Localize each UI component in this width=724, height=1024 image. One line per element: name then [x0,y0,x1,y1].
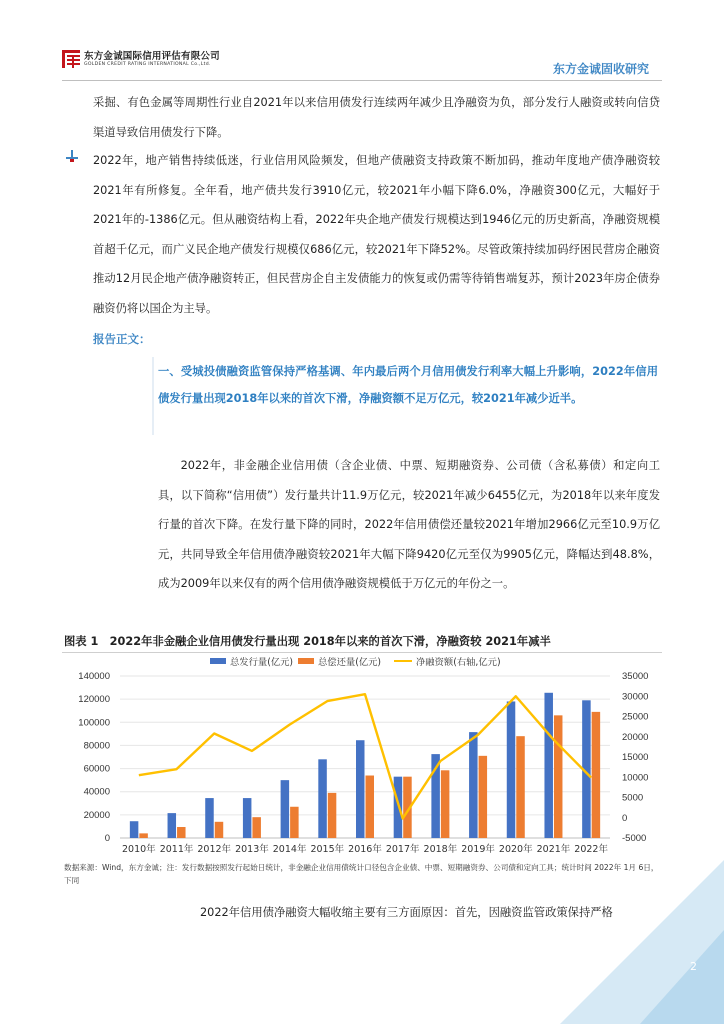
x-axis-tick-label: 2017年 [385,844,420,855]
x-axis-tick-label: 2019年 [461,844,495,855]
x-axis-tick-label: 2013年 [235,844,269,855]
right-axis-ticks [622,671,648,844]
right-axis-tick-label: 0 [622,812,628,824]
logo-chinese-name: 东方金诚国际信用评估有限公司 [84,50,220,62]
legend-label: 总偿还量(亿元) [318,657,382,668]
header-brand: 东方金诚固收研究 [552,62,649,76]
right-axis-tick-label: 5000 [622,792,644,804]
bar-issuance [243,798,252,838]
paragraph-issuance-summary: 2022年，非金融企业信用债（含企业债、中票、短期融资券、公司债（含私募债）和定向工具，以下简称“信用债”）发行量共计11.9万亿元，较2021年减少6455亿元，为2018年以来年度发行量的首次下降。在发行量下降的同时，2022年信用债偿还量较2021年增加2966亿元至10.9万亿元，共同导致全年信用债净融资较2021年大幅下降9420亿元至仅为9905亿元，降幅达到48.8%，成为2009年以来仅有的两个信用债净融资规模低于万亿元的年份之一。 [158,459,660,590]
bar-repayment [290,807,299,838]
bar-repayment [592,712,601,838]
left-axis-tick-label: 140000 [78,671,110,682]
left-axis-tick-label: 100000 [78,717,110,729]
header-divider [62,80,662,81]
right-axis-tick-label: 30000 [622,691,649,703]
paragraph-intro-continued: 采掘、有色金属等周期性行业自2021年以来信用债发行连续两年减少且净融资为负，部分发行人融资或转向信贷渠道导致信用债发行下降。 [93,96,660,139]
bar-repayment [516,736,525,838]
corner-decoration [560,860,724,1024]
x-axis-tick-label: 2018年 [423,844,458,855]
section-heading: 一、受城投债融资监管保持严格基调、年内最后两个月信用债发行利率大幅上升影响，2022年信用债发行量出现2018年以来的首次下滑，净融资额不足万亿元，较2021年减少近半。 [158,365,658,405]
x-axis-tick-label: 2015年 [310,844,345,855]
x-axis-ticks [122,843,608,855]
chart-grid [120,676,610,838]
bar-issuance [130,821,139,838]
left-axis-tick-label: 120000 [78,694,110,706]
bar-repayment [479,756,488,838]
bar-issuance [205,798,214,838]
figure-source-note: 数据来源：Wind，东方金诚；注：发行数据按照发行起始日统计，非金融企业信用债统计口径包含企业债、中票、短期融资券、公司债和定向工具；统计时间 2022年 1月 6日，下同 [64,863,659,885]
section-label: 报告正文： [93,332,151,346]
company-logo [62,50,220,68]
bar-issuance [318,759,327,838]
logo-mark-icon [62,50,80,68]
x-axis-tick-label: 2010年 [122,844,156,855]
right-axis-tick-label: 20000 [622,731,649,743]
paragraph-real-estate: 2022年，地产销售持续低迷，行业信用风险频发，但地产债融资支持政策不断加码，推动年度地产债净融资较2021年有所修复。全年看，地产债共发行3910亿元，较2021年小幅下降6.0%，净融资300亿元，大幅好于2021年的-1386亿元。但从融资结构上看，2022年央企地产债发行规模达到1946亿元的历史新高，净融资规模首超千亿元，而广义民企地产债发行规模仅686亿元，较2021年下降52%。尽管政策持续加码纾困民营房企融资推动12月民企地产债净融资转正，但民营房企自主发债能力的恢复或仍需等待销售端复苏，预计2023年房企债券融资仍将以国企为主导。 [93,154,660,315]
right-axis-tick-label: 35000 [622,671,649,682]
legend-label: 总发行量(亿元) [230,657,294,668]
legend-swatch [298,658,314,664]
bar-repayment [177,827,186,838]
figure-divider [62,652,662,653]
page-number: 2 [690,960,697,973]
left-axis-tick-label: 40000 [83,786,110,798]
x-axis-tick-label: 2020年 [498,844,533,855]
right-axis-tick-label: 10000 [622,772,649,784]
right-axis-tick-label: 25000 [622,711,649,723]
x-axis-tick-label: 2011年 [159,844,194,855]
bar-repayment [328,793,337,838]
left-axis-ticks [78,671,110,844]
bar-repayment [554,715,563,838]
bar-repayment [441,770,450,838]
figure-title: 图表 1 2022年非金融企业信用债发行量出现 2018年以来的首次下滑，净融资较 2021年减半 [64,635,551,648]
left-axis-tick-label: 20000 [83,809,110,821]
issuance-chart [62,654,662,860]
bar-repayment [252,817,261,838]
right-axis-tick-label: 15000 [622,752,649,763]
x-axis-tick-label: 2021年 [536,844,571,855]
chart-bars [130,693,600,838]
left-axis-tick-label: 60000 [83,763,110,775]
legend-label: 净融资额(右轴,亿元) [416,657,501,668]
bullet-icon [66,150,78,162]
bar-repayment [215,822,224,838]
x-axis-tick-label: 2016年 [348,844,382,855]
legend-swatch [210,658,226,664]
bar-repayment [366,776,375,838]
bar-issuance [281,780,290,838]
left-axis-tick-label: 0 [104,833,110,844]
right-axis-tick-label: -5000 [622,833,647,844]
bar-issuance [356,740,365,838]
bar-issuance [507,701,516,838]
x-axis-tick-label: 2012年 [197,844,232,855]
bar-issuance [394,777,403,838]
bar-repayment [139,833,148,838]
chart-legend [210,656,501,668]
paragraph-reasons-start: 2022年信用债净融资大幅收缩主要有三方面原因：首先，因融资监管政策保持严格 [200,906,613,919]
x-axis-tick-label: 2022年 [574,844,608,855]
x-axis-tick-label: 2014年 [272,844,307,855]
section-bar [152,357,154,435]
logo-english-name: GOLDEN CREDIT RATING INTERNATIONAL Co.,Ltd. [84,61,211,67]
bar-issuance [469,732,478,838]
bar-issuance [544,693,553,838]
left-axis-tick-label: 80000 [83,740,110,752]
bar-issuance [168,813,177,838]
